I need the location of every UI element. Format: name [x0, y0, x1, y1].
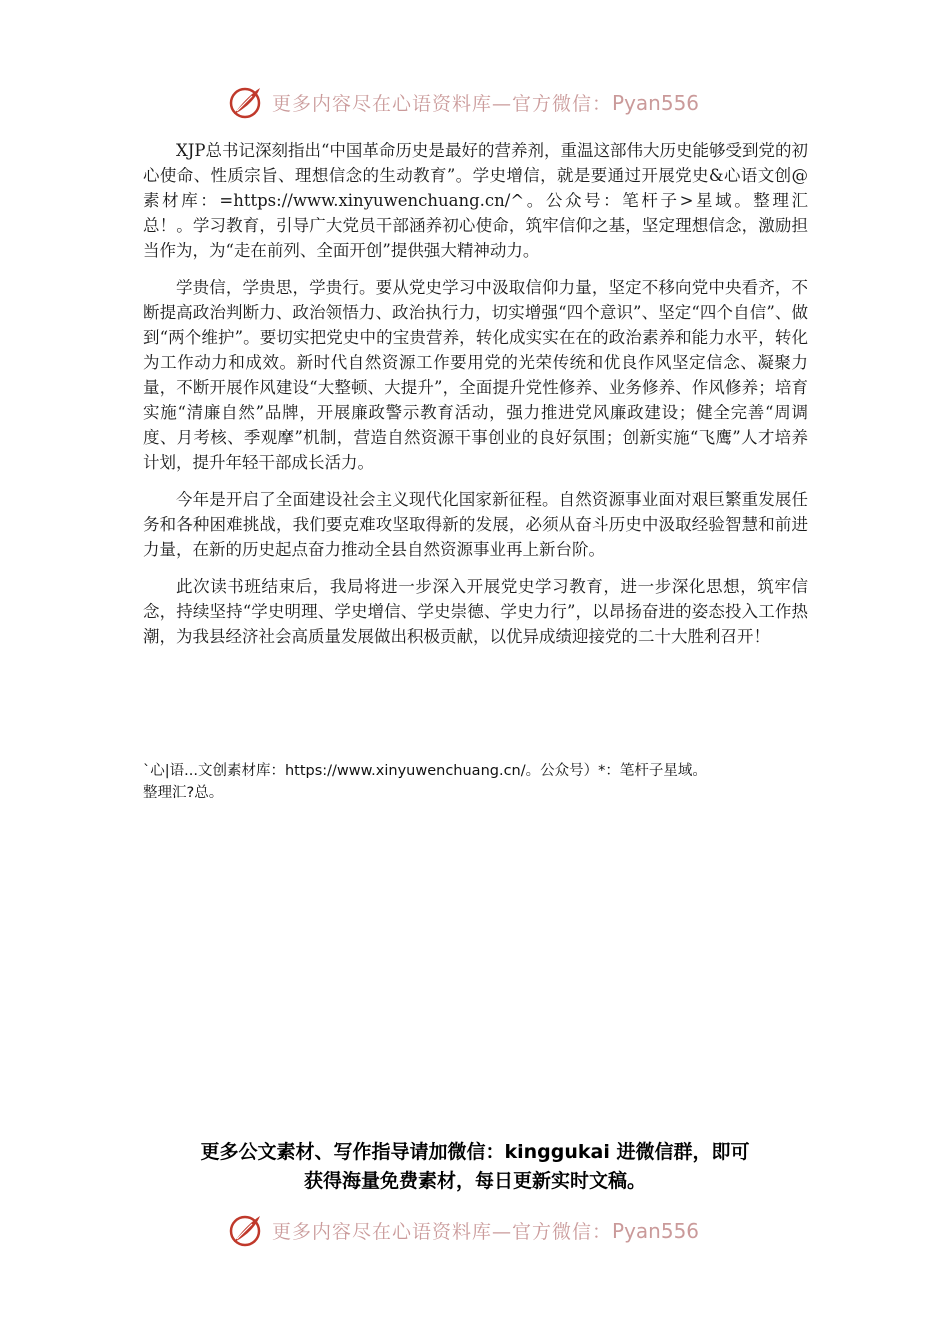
source-note — [143, 760, 813, 804]
wechat-id: Pyan556 — [612, 90, 700, 115]
header-banner — [0, 80, 950, 124]
paragraph: 此次读书班结束后，我局将进一步深入开展党史学习教育，进一步深化思想，筑牢信念，持续坚持“学史明理、学史增信、学史崇德、学史力行”，以昂扬奋进的姿态投入工作热潮，为我县经济社会高质量发展做出积极贡献，以优异成绩迎接党的二十大胜利召开！ — [143, 577, 808, 646]
paragraph: XJP总书记深刻指出“中国革命历史是最好的营养剂，重温这部伟大历史能够受到党的初心使命、性质宗旨、理想信念的生动教育”。学史增信，就是要通过开展党史&心语文创@素材库：=https://www.xinyuwenchuang.cn/^。公众号：笔杆子>星域。整理汇总！。学习教育，引导广大党员干部涵养初心使命，筑牢信仰之基，坚定理想信念，激励担当作为，为“走在前列、全面开创”提供强大精神动力。 — [143, 141, 808, 260]
paragraph: 今年是开启了全面建设社会主义现代化国家新征程。自然资源事业面对艰巨繁重发展任务和各种困难挑战，我们要克难攻坚取得新的发展，必须从奋斗历史中汲取经验智慧和前进力量，在新的历史起点奋力推动全县自然资源事业再上新台阶。 — [143, 490, 808, 559]
footer-banner — [0, 1208, 950, 1252]
quill-pen-logo-icon — [228, 84, 264, 120]
article-body — [143, 138, 808, 661]
wechat-id: Pyan556 — [612, 1218, 700, 1243]
paragraph: 学贵信，学贵思，学贵行。要从党史学习中汲取信仰力量，坚定不移向党中央看齐，不断提高政治判断力、政治领悟力、政治执行力，切实增强“四个意识”、坚定“四个自信”、做到“两个维护”。要切实把党史中的宝贵营养，转化成实实在在的政治素养和能力水平，转化为工作动力和成效。新时代自然资源工作要用党的光荣传统和优良作风坚定信念、凝聚力量，不断开展作风建设“大整顿、大提升”，全面提升党性修养、业务修养、作风修养；培育实施“清廉自然”品牌，开展廉政警示教育活动，强力推进党风廉政建设；健全完善“周调度、月考核、季观摩”机制，营造自然资源干事创业的良好氛围；创新实施“飞鹰”人才培养计划，提升年轻干部成长活力。 — [143, 278, 808, 472]
banner-text: 更多内容尽在心语资料库—官方微信：Pyan556 — [272, 1218, 700, 1243]
promo-line: 获得海量免费素材，每日更新实时文稿。 — [303, 1170, 646, 1192]
promo-text — [140, 1138, 810, 1196]
source-note-line: 整理汇?总。 — [143, 785, 224, 801]
quill-pen-logo-icon — [228, 1212, 264, 1248]
promo-line: 更多公文素材、写作指导请加微信：kinggukai 进微信群，即可 — [200, 1141, 750, 1163]
banner-text: 更多内容尽在心语资料库—官方微信：Pyan556 — [272, 90, 700, 115]
source-note-line: `心|语...文创素材库：https://www.xinyuwenchuang.cn/。公众号）*：笔杆子星域。 — [143, 763, 707, 779]
